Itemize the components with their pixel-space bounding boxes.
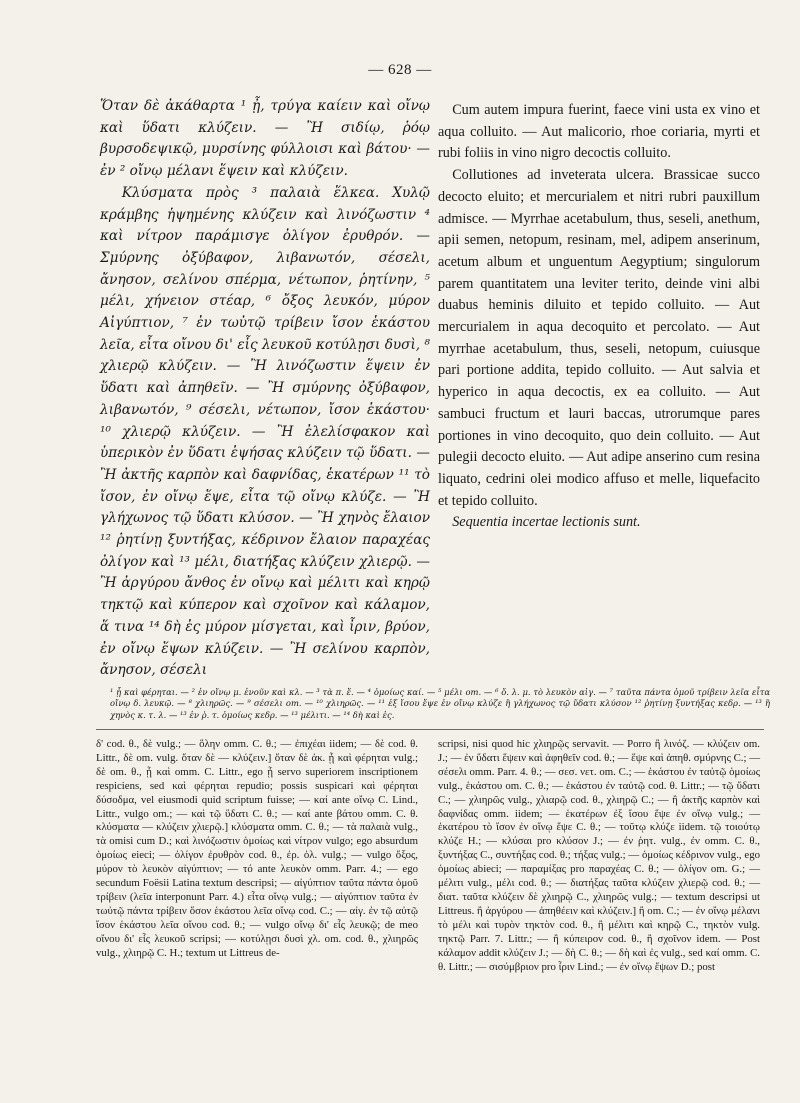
apparatus-divider bbox=[96, 729, 764, 730]
critical-apparatus-right bbox=[438, 738, 760, 974]
apparatus-text: δ' cod. θ., δὲ vulg.; — ὅλην omm. C. θ.; — ἐπιχέαι iidem; — δὲ cod. θ. Littr., δὲ om. vulg. ὅταν δὲ — κλύζειν.] ὅταν δὲ ἀκ. ᾖ καὶ φέρηται vulg.; δὲ om. θ., ᾖ καὶ omm. C. Littr., ego ᾖ servo superiorem inscriptionem respiciens, sed καὶ φέρηται repudio; possis suspicari καὶ φέρηται δύσοδμα, vel eiusmodi quid scriptum fuisse; — καί ante οἴνῳ C. Lind., Littr., vulgo om.; — καὶ τῷ ὕδατι C. θ.; — καί ante βάτου omm. C. θ. κλύσματα — κλύζειν χλιερῷ.] κλύσματα omm. C. θ.; — τὰ παλαιὰ vulg., τὰ omisi cum D.; καὶ λινόζωστιν ὁμοίως καὶ νίτρον vulgo; ego absurdum ὁμοίως eieci; — ὀλίγον ἐρυθρὸν cod. θ., ἐρ. ὀλ. vulg.; — vulgo ὄξος, μύρον τὸ λευκὸν αἰγύπτιον; — τό ante λευκὸν omm. Parr. 4.; — ego secundum Foësii Latina textum descripsi; — αἰγύπτιον ταῦτα πάντα ὁμοῦ τρίβειν (λεῖα interponunt Parr. 4.) εἶτα οἴνῳ vulg.; — αἰγύπτιον ταῦτα ἐν τωὐτῷ πάντα τρίβειν ὅσον ἑκάστου λεῖα οἴνῳ cod. C.; — αἰγ. ἐν τῷ αὐτῷ ἴσον ἑκάστου λεῖα οἴνου cod. θ.; — vulgo οἴνῳ δι' εἷς λευκῷ; de meo οἴνου δι' εἷς λευκοῦ scripsi; — κοτύλῃσι δυσὶ χλ. om. cod. θ., χλιηρῶς vulg., χλιηρῷ C. H.; textum ut Littreus de- bbox=[96, 738, 418, 959]
page-number: — 628 — bbox=[368, 62, 432, 78]
footnote-text: ¹ ᾖ καὶ φέρηται. — ² ἐν οἴνῳ μ. ἐνοῦν καὶ κλ. — ³ τὰ π. ἕ. — ⁴ ὁμοίως καί. — ⁵ μέλι om. — ⁶ ὄ. λ. μ. τὸ λευκὸν αἰγ. — ⁷ ταῦτα πάντα ὁμοῦ τρίβειν λεῖα εἶτα οἴνῳ δ. λευκῷ. — ⁸ χλιηρῶς. — ⁹ σέσελι om. — ¹⁰ χλιηρῶς. — ¹¹ ἐξ ἴσου ἕψε ἐν οἴνῳ κλύζε ἢ γλήχωνος τῷ ὕδατι κλύσον ¹² ῥητίνῃ ξυντήξας κεδρ. — ¹³ ἢ χηνὸς κ. τ. λ. — ¹³ ἐν ῥ. τ. ὁμοίως κεδρ. — ¹³ μέλιτι. — ¹⁴ δὴ καὶ ἐς. bbox=[110, 687, 770, 720]
footnotes bbox=[100, 687, 770, 721]
apparatus-text: scripsi, nisi quod hic χλιηρῷς servavit. — Porro ἢ λινόζ. — κλύζειν om. J.; — ἐν ὕδατι ἕψειν καὶ ἀφηθεῖν cod. θ.; — ἕψε καὶ ἀπηθ. σμύρνης C.; — σέσελι omm. Parr. 4. θ.; — σεσ. νετ. om. C.; — ἑκάστου ἐν ταὐτῷ ὁμοίως vulg., ἑκάστου om. C. θ.; — ἑκάστου ἐν ταὐτῷ cod. θ. Littr.; — τῷ ὕδατι C.; — χλιηρῶς vulg., χλιαρῷ cod. θ., χλιηρῷ C.; — ἢ ἀκτῆς καρπὸν καὶ δαφνίδας omm. iidem; — ἑκατέρων ἐξ ἴσου ἕψε ἐν οἴνῳ vulg.; — ἑκατέρου τὸ ἴσον ἐν οἴνῳ ἕψε C. θ.; — τοῦτῳ κλύζε iidem. τῷ τοιούτῳ κλύζε H.; — κλύσαι pro κλύσον J.; — ἐν ῥητ. vulg., ἐν omm. C. θ., ξυντήξας C., συντήξας cod. θ.; τήξας vulg.; — ὁμοίως κέδρινον vulg., ego ὁμοίως abieci; — παραμίξας pro παραχέας C. θ.; — ὀλίγον om. G.; — μέλιτι vulg., μέλι cod. θ.; — διατήξας ταῦτα κλύζειν χλιερῷ cod. θ.; — διατ. ταῦτα κλύζειν δὲ χλιηρῷ C., χλιηρῶς vulg.; — textum descripsi ut Littreus. ἢ ἀργύρου — ἀπηθέειν καὶ κλύζειν.] ἢ om. C.; — ἐν οἴνῳ μέλανι τὸ μέλι καὶ τυρὸν τηκτὸν cod. θ., ἢ μέλιτι καὶ κηρῷ C., τηκτὸν vulg. τηκτῷ Parr. 7. Littr.; — ἢ κύπειρον cod. θ., ἢ σχοῖνον idem. — Post κάλαμον addit κλύζειν J.; — δὴ C. θ.; — δὴ καὶ ἐς vulg., sed καί omm. C. θ. Littr.; — σισύμβριον pro ἶριν Lind.; — ἐν οἴνῳ ἕψων D.; post bbox=[438, 738, 760, 973]
critical-apparatus-left bbox=[96, 738, 418, 961]
latin-paragraph: Cum autem impura fuerint, faece vini usta ex vino et aqua colluito. — Aut malicorio, rhoe coriaria, myrti et rubi foliis in vino nigro decoctis colluito. bbox=[438, 102, 760, 162]
latin-note: Sequentia incertae lectionis sunt. bbox=[452, 514, 641, 531]
greek-text-column bbox=[100, 96, 430, 682]
latin-text-column bbox=[438, 100, 760, 534]
greek-paragraph: Ὅταν δὲ ἀκάθαρτα ¹ ᾖ, τρύγα καίειν καὶ οἴνῳ καὶ ὕδατι κλύζειν. — Ἢ σιδίῳ, ῥόῳ βυρσοδεψικῷ, μυρσίνης φύλλοισι καὶ βάτου· — ἐν ² οἴνῳ μέλανι ἕψειν καὶ κλύζειν. bbox=[100, 98, 430, 180]
latin-paragraph: Collutiones ad inveterata ulcera. Brassicae succo decocto eluito; et mercurialem et nitri rubri pauxillum admisce. — Myrrhae acetabulum, thus, seseli, anethum, apii semen, netopum, resinam, mel, adipem anserinum, acetum album et unguentum Aegyptium; singulorum parem quantitatem una leviter terito, deinde vini albi duabus heminis diluito et tepido colluito. — Aut mercurialem in aqua decoquito et percolato. — Aut myrrhae acetabulum, thus, seseli, netopum, cuiusque pari portione addita, tepido colluito. — Aut salvia et hyperico in aqua decoctis, ex ea colluito. — Aut sambuci fructum et lauri baccas, utrorumque pares portiones in vino decoquito, quo dein colluito. — Aut pulegii decocto eluito. — Aut adipe anserino cum resina liquato, cedrini olei modico affuso et melle, liquefacito et tepido colluito. bbox=[438, 167, 760, 509]
greek-paragraph: Κλύσματα πρὸς ³ παλαιὰ ἕλκεα. Χυλῷ κράμβης ἡψημένης κλύζειν καὶ λινόζωστιν ⁴ καὶ νίτρον παράμισγε ὀλίγον ἐρυθρόν. — Σμύρνης ὀξύβαφον, λιβανωτόν, σέσελι, ἄνησον, σελίνου σπέρμα, νέτωπον, ῥητίνην, ⁵ μέλι, χήνειον στέαρ, ⁶ ὄξος λευκόν, μύρον Αἰγύπτιον, ⁷ ἐν τωὐτῷ τρίβειν ἴσον ἑκάστου λεῖα, εἶτα οἴνου δι' εἷς λευκοῦ κοτύλῃσι δυσὶ, ⁸ χλιερῷ κλύζειν. — Ἢ λινόζωστιν ἕψειν ἐν ὕδατι καὶ ἀπηθεῖν. — Ἢ σμύρνης ὀξύβαφον, λιβανωτόν, ⁹ σέσελι, νέτωπον, ἴσον ἑκάστου· ¹⁰ χλιερῷ κλύζειν. — Ἢ ἐλελίσφακον καὶ ὑπερικὸν ἐν ὕδατι ἑψήσας κλύζειν τῷ ὕδατι. — Ἢ ἀκτῆς καρπὸν καὶ δαφνίδας, ἑκατέρων ¹¹ τὸ ἴσον, ἐν οἴνῳ ἕψε, εἶτα τῷ οἴνῳ κλύζε. — Ἢ γλήχωνος τῷ ὕδατι κλύσον. — Ἢ χηνὸς ἔλαιον ¹² ῥητίνῃ ξυντήξας, κέδρινον ἔλαιον παραχέας ὀλίγον καὶ ¹³ μέλι, διατήξας κλύζειν χλιερῷ. — Ἢ ἀργύρου ἄνθος ἐν οἴνῳ καὶ μέλιτι καὶ κηρῷ τηκτῷ καὶ κύπερον καὶ σχοῖνον καὶ κάλαμον, ἅ τινα ¹⁴ δὴ ἐς μύρον μίσγεται, καὶ ἶριν, βρύον, ἐν οἴνῳ ἕψων κλύζειν. — Ἢ σελίνου καρπὸν, ἄνησον, σέσελι bbox=[100, 184, 430, 679]
